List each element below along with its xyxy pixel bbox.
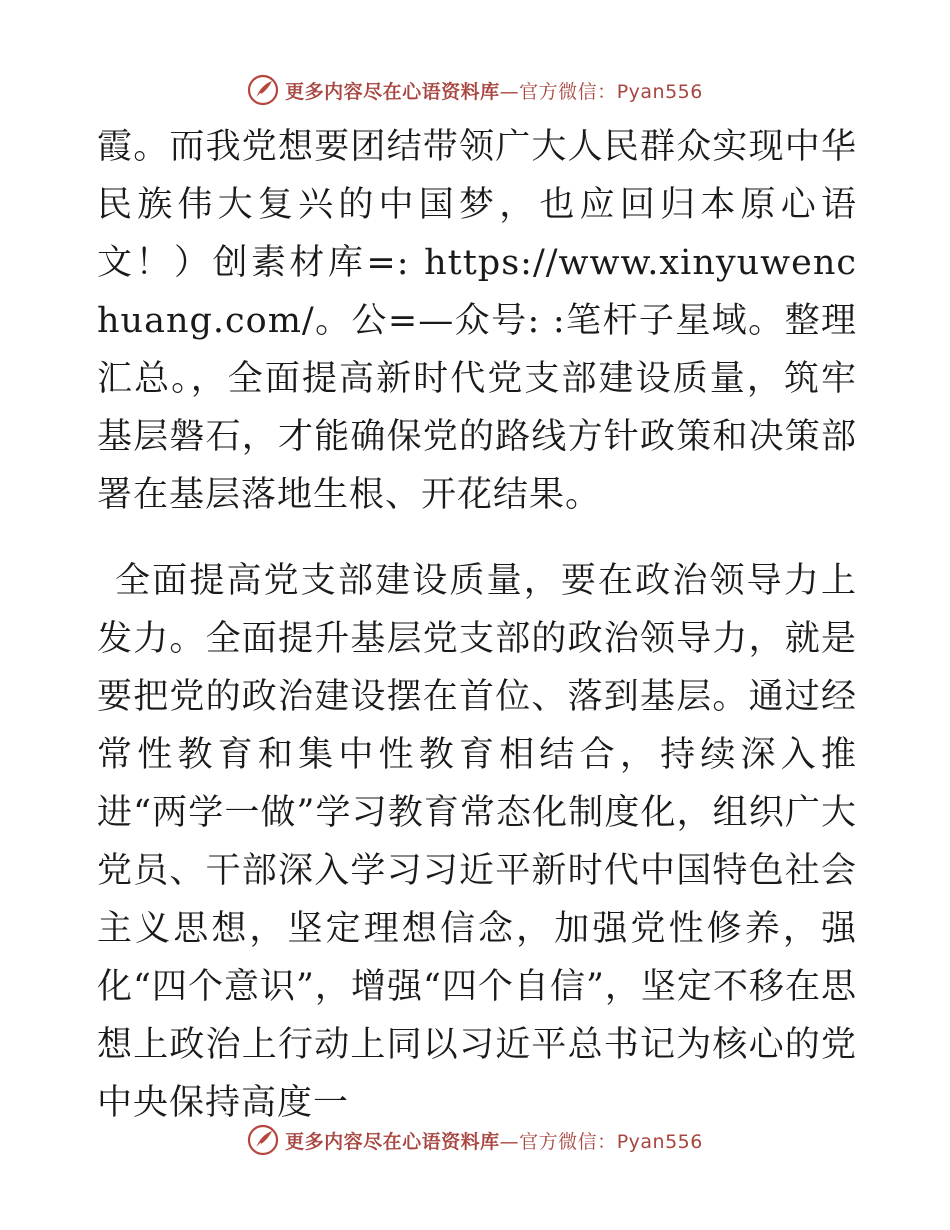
footer-banner	[0, 1120, 950, 1160]
header-banner	[0, 70, 950, 110]
header-banner-text	[285, 77, 703, 104]
header-wechat-label: 官方微信：	[519, 80, 617, 103]
footer-source-text: 更多内容尽在心语资料库	[285, 1130, 500, 1153]
footer-separator: —	[499, 1130, 520, 1153]
header-source-text: 更多内容尽在心语资料库	[285, 80, 500, 103]
footer-wechat-label: 官方微信：	[519, 1130, 617, 1153]
feather-pen-logo-icon	[247, 74, 279, 106]
header-wechat-id: Pyan556	[616, 80, 703, 103]
footer-wechat-id: Pyan556	[616, 1130, 703, 1153]
body-paragraph-2: 全面提高党支部建设质量，要在政治领导力上发力。全面提升基层党支部的政治领导力，就是要把党的政治建设摆在首位、落到基层。通过经常性教育和集中性教育相结合，持续深入推进“两学一做”学习教育常态化制度化，组织广大党员、干部深入学习习近平新时代中国特色社会主义思想，坚定理想信念，加强党性修养，强化“四个意识”，增强“四个自信”，坚定不移在思想上政治上行动上同以习近平总书记为核心的党中央保持高度一	[97, 561, 857, 1123]
body-paragraph-1: 霞。而我党想要团结带领广大人民群众实现中华民族伟大复兴的中国梦，也应回归本原心语文！）创素材库=: https://www.xinyuwenchuang.com/。公=—众号: :笔杆子星域。整理汇总。，全面提高新时代党支部建设质量，筑牢基层磐石，才能确保党的路线方针政策和决策部署在基层落地生根、开花结果。	[97, 127, 857, 515]
feather-pen-logo-icon	[247, 1124, 279, 1156]
header-separator: —	[499, 80, 520, 103]
document-body	[97, 118, 857, 1132]
footer-banner-text	[285, 1127, 703, 1154]
